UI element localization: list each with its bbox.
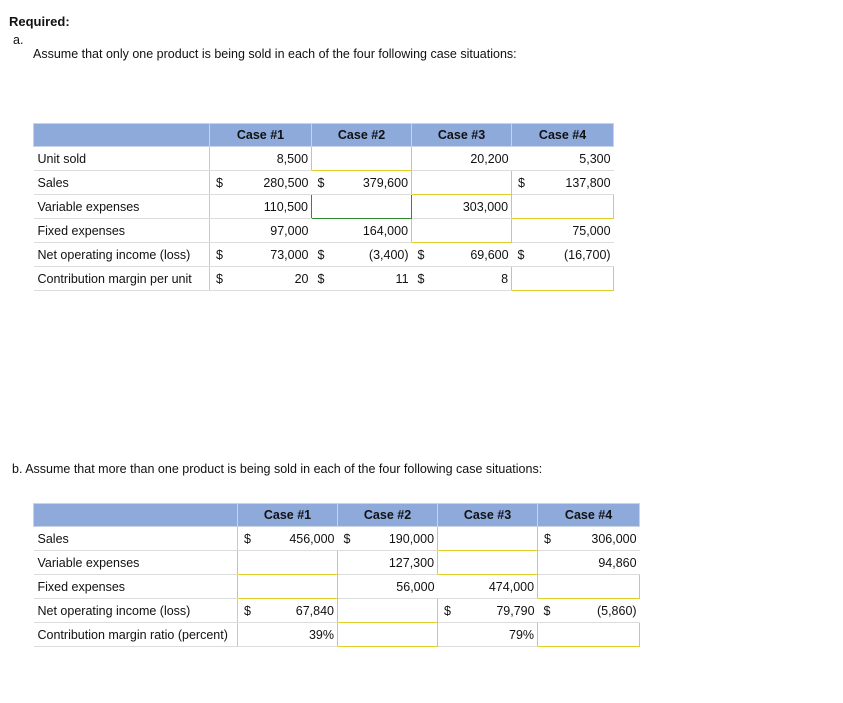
case-3-value: 20,200 bbox=[434, 147, 512, 171]
column-header-case-3: Case #3 bbox=[412, 124, 512, 147]
case-3-variable-expenses-input[interactable] bbox=[438, 551, 538, 575]
case-1-value: 280,500 bbox=[232, 171, 312, 195]
currency-symbol bbox=[338, 551, 360, 575]
column-header-case-2: Case #2 bbox=[338, 504, 438, 527]
case-2-net-income-input[interactable] bbox=[338, 599, 438, 623]
currency-symbol: $ bbox=[538, 599, 560, 623]
row-label: Fixed expenses bbox=[34, 575, 238, 599]
case-2-value: 11 bbox=[334, 267, 412, 291]
case-2-value: 379,600 bbox=[334, 171, 412, 195]
case-4-value: (16,700) bbox=[534, 243, 614, 267]
case-4-value: 137,800 bbox=[534, 171, 614, 195]
part-b-header-row bbox=[34, 504, 640, 527]
part-b-instructions: b. Assume that more than one product is being sold in each of the four following case situations: bbox=[12, 462, 543, 476]
part-b-table bbox=[33, 503, 640, 647]
case-3-value: 303,000 bbox=[434, 195, 512, 219]
currency-symbol: $ bbox=[438, 599, 460, 623]
table-row bbox=[34, 195, 614, 219]
case-3-sales-input[interactable] bbox=[438, 527, 538, 551]
currency-symbol: $ bbox=[538, 527, 560, 551]
currency-symbol bbox=[210, 147, 232, 171]
case-2-value: 56,000 bbox=[360, 575, 438, 599]
row-label: Sales bbox=[34, 527, 238, 551]
case-4-cm-per-unit-input[interactable] bbox=[512, 267, 614, 291]
part-a-marker: a. bbox=[13, 33, 24, 47]
case-4-fixed-expenses-input[interactable] bbox=[538, 575, 640, 599]
part-a-header-row bbox=[34, 124, 614, 147]
currency-symbol: $ bbox=[412, 267, 434, 291]
case-4-value: 75,000 bbox=[534, 219, 614, 243]
case-2-variable-expenses-input[interactable] bbox=[312, 195, 412, 219]
case-3-value: 69,600 bbox=[434, 243, 512, 267]
table-row bbox=[34, 219, 614, 243]
case-2-value: 127,300 bbox=[360, 551, 438, 575]
table-row bbox=[34, 575, 640, 599]
case-2-value: 164,000 bbox=[334, 219, 412, 243]
currency-symbol bbox=[538, 551, 560, 575]
currency-symbol bbox=[412, 147, 434, 171]
case-1-value: 456,000 bbox=[260, 527, 338, 551]
row-label: Unit sold bbox=[34, 147, 210, 171]
currency-symbol: $ bbox=[210, 267, 232, 291]
case-1-value: 97,000 bbox=[232, 219, 312, 243]
column-header-label bbox=[34, 504, 238, 527]
case-1-value: 73,000 bbox=[232, 243, 312, 267]
required-heading: Required: bbox=[9, 14, 70, 29]
case-3-value: 79% bbox=[460, 623, 538, 647]
currency-symbol: $ bbox=[210, 171, 232, 195]
currency-symbol bbox=[238, 623, 260, 647]
currency-symbol bbox=[512, 219, 534, 243]
table-row bbox=[34, 527, 640, 551]
currency-symbol: $ bbox=[338, 527, 360, 551]
case-1-value: 20 bbox=[232, 267, 312, 291]
case-3-sales-input[interactable] bbox=[412, 171, 512, 195]
case-1-value: 110,500 bbox=[232, 195, 312, 219]
column-header-case-1: Case #1 bbox=[238, 504, 338, 527]
currency-symbol bbox=[210, 195, 232, 219]
case-1-variable-expenses-input[interactable] bbox=[238, 551, 338, 575]
table-row bbox=[34, 171, 614, 195]
case-2-value: (3,400) bbox=[334, 243, 412, 267]
currency-symbol: $ bbox=[512, 171, 534, 195]
case-4-value: 306,000 bbox=[560, 527, 640, 551]
row-label: Variable expenses bbox=[34, 195, 210, 219]
row-label: Variable expenses bbox=[34, 551, 238, 575]
case-1-fixed-expenses-input[interactable] bbox=[238, 575, 338, 599]
case-4-value: 5,300 bbox=[534, 147, 614, 171]
table-row bbox=[34, 243, 614, 267]
part-a-instructions: Assume that only one product is being sold in each of the four following case situations: bbox=[33, 47, 517, 61]
column-header-case-4: Case #4 bbox=[512, 124, 614, 147]
case-2-cm-ratio-input[interactable] bbox=[338, 623, 438, 647]
row-label: Contribution margin per unit bbox=[34, 267, 210, 291]
case-3-fixed-expenses-input[interactable] bbox=[412, 219, 512, 243]
currency-symbol bbox=[412, 195, 434, 219]
currency-symbol bbox=[512, 147, 534, 171]
column-header-case-2: Case #2 bbox=[312, 124, 412, 147]
case-4-variable-expenses-input[interactable] bbox=[512, 195, 614, 219]
currency-symbol: $ bbox=[210, 243, 232, 267]
row-label: Fixed expenses bbox=[34, 219, 210, 243]
row-label: Net operating income (loss) bbox=[34, 599, 238, 623]
table-row bbox=[34, 599, 640, 623]
column-header-case-4: Case #4 bbox=[538, 504, 640, 527]
case-1-value: 39% bbox=[260, 623, 338, 647]
case-1-value: 67,840 bbox=[260, 599, 338, 623]
case-3-value: 8 bbox=[434, 267, 512, 291]
case-3-value: 474,000 bbox=[460, 575, 538, 599]
case-1-value: 8,500 bbox=[232, 147, 312, 171]
currency-symbol: $ bbox=[512, 243, 534, 267]
case-2-value: 190,000 bbox=[360, 527, 438, 551]
currency-symbol: $ bbox=[312, 267, 334, 291]
column-header-case-3: Case #3 bbox=[438, 504, 538, 527]
currency-symbol: $ bbox=[238, 599, 260, 623]
case-4-value: (5,860) bbox=[560, 599, 640, 623]
table-row bbox=[34, 267, 614, 291]
currency-symbol bbox=[312, 219, 334, 243]
case-4-cm-ratio-input[interactable] bbox=[538, 623, 640, 647]
currency-symbol bbox=[338, 575, 360, 599]
part-a-table bbox=[33, 123, 614, 291]
table-row bbox=[34, 623, 640, 647]
currency-symbol bbox=[210, 219, 232, 243]
case-3-value: 79,790 bbox=[460, 599, 538, 623]
case-4-value: 94,860 bbox=[560, 551, 640, 575]
case-2-unit-sold-input[interactable] bbox=[312, 147, 412, 171]
currency-symbol bbox=[438, 623, 460, 647]
currency-symbol: $ bbox=[238, 527, 260, 551]
currency-symbol: $ bbox=[312, 243, 334, 267]
table-row bbox=[34, 147, 614, 171]
currency-symbol: $ bbox=[412, 243, 434, 267]
currency-symbol bbox=[438, 575, 460, 599]
row-label: Contribution margin ratio (percent) bbox=[34, 623, 238, 647]
row-label: Sales bbox=[34, 171, 210, 195]
currency-symbol: $ bbox=[312, 171, 334, 195]
row-label: Net operating income (loss) bbox=[34, 243, 210, 267]
column-header-case-1: Case #1 bbox=[210, 124, 312, 147]
column-header-label bbox=[34, 124, 210, 147]
table-row bbox=[34, 551, 640, 575]
